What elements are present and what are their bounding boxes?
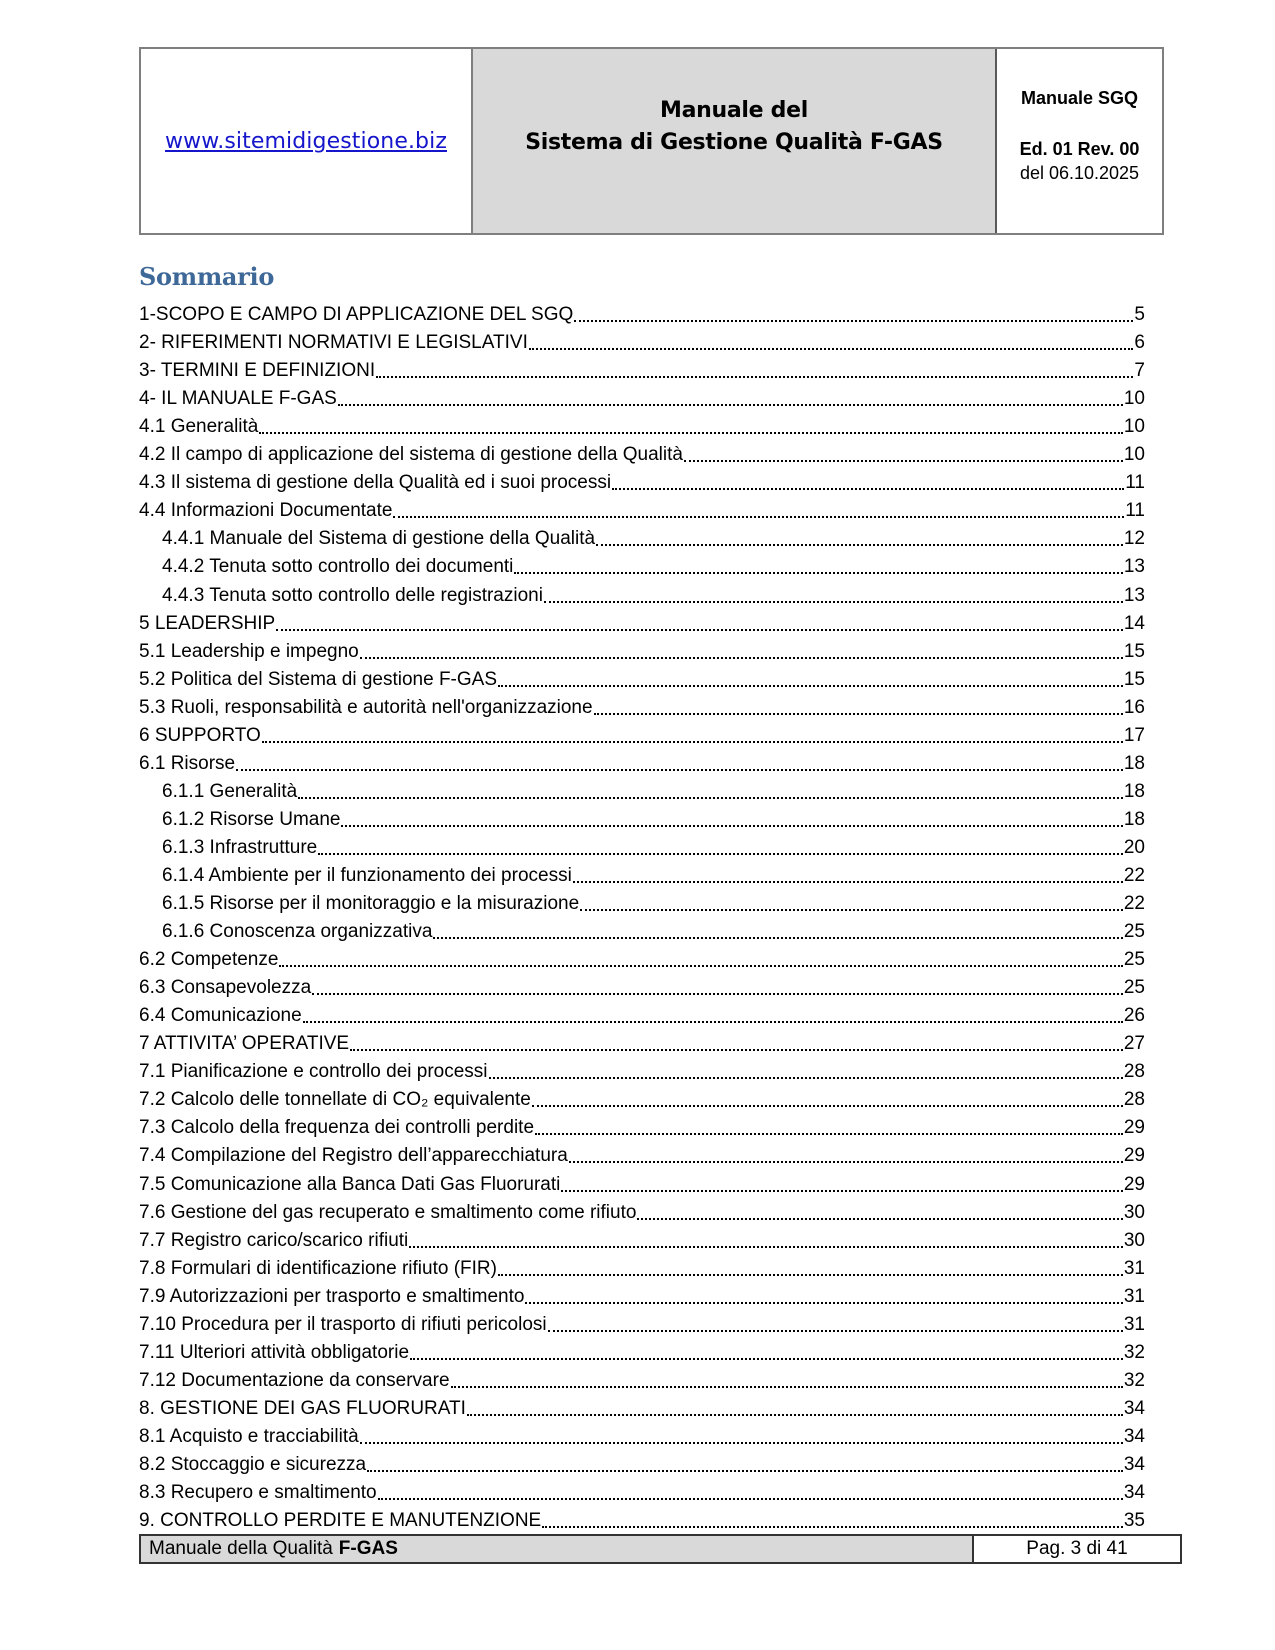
- toc-entry[interactable]: [139, 803, 1145, 831]
- footer-doc-name-bold: F-GAS: [338, 1538, 398, 1559]
- footer-doc-name: [141, 1536, 974, 1562]
- toc-dot-leader: [498, 669, 1123, 691]
- toc-entry[interactable]: [139, 635, 1145, 663]
- toc-entry-page: 32: [1123, 1369, 1145, 1391]
- toc-entry-label: 5.1 Leadership e impegno: [139, 640, 359, 662]
- toc-entry-label: 1-SCOPO E CAMPO DI APPLICAZIONE DEL SGQ: [139, 304, 574, 326]
- edition-revision: Ed. 01 Rev. 00: [1019, 138, 1140, 159]
- toc-entry[interactable]: [139, 663, 1145, 691]
- document-footer: [139, 1534, 1182, 1564]
- toc-entry-page: 15: [1123, 668, 1145, 690]
- website-link[interactable]: www.sitemidigestione.biz: [165, 128, 447, 154]
- toc-dot-leader: [360, 1426, 1123, 1448]
- toc-entry-label: 7.1 Pianificazione e controllo dei processi: [139, 1061, 488, 1083]
- toc-dot-leader: [276, 613, 1123, 635]
- toc-dot-leader: [338, 388, 1123, 410]
- toc-entry-label: 4- IL MANUALE F-GAS: [139, 388, 337, 410]
- toc-dot-leader: [298, 781, 1123, 803]
- toc-entry-label: 6.1.5 Risorse per il monitoraggio e la misurazione: [162, 893, 580, 915]
- toc-entry[interactable]: [139, 578, 1145, 606]
- document-title-line-1: Manuale del: [660, 98, 808, 123]
- toc-entry-page: 35: [1123, 1510, 1145, 1532]
- toc-entry[interactable]: [139, 1336, 1145, 1364]
- toc-dot-leader: [360, 641, 1123, 663]
- toc-entry-page: 32: [1123, 1341, 1145, 1363]
- toc-dot-leader: [514, 556, 1122, 578]
- toc-entry-page: 14: [1123, 612, 1145, 634]
- toc-dot-leader: [684, 444, 1123, 466]
- toc-entry[interactable]: [139, 1224, 1145, 1252]
- toc-entry-page: 6: [1134, 332, 1145, 354]
- toc-entry-label: 9. CONTROLLO PERDITE E MANUTENZIONE: [139, 1510, 542, 1532]
- toc-entry-label: 7.2 Calcolo delle tonnellate di CO₂ equivalente: [139, 1089, 531, 1111]
- toc-entry[interactable]: [139, 1504, 1145, 1532]
- toc-entry-page: 10: [1123, 444, 1145, 466]
- toc-entry[interactable]: [139, 747, 1145, 775]
- toc-entry-page: 7: [1134, 360, 1145, 382]
- toc-entry-page: 11: [1125, 472, 1145, 494]
- toc-entry-label: 7.11 Ulteriori attività obbligatorie: [139, 1341, 410, 1363]
- toc-entry-label: 4.2 Il campo di applicazione del sistema di gestione della Qualità: [139, 444, 683, 466]
- toc-entry-label: 4.1 Generalità: [139, 416, 259, 438]
- toc-entry-page: 18: [1123, 752, 1145, 774]
- header-link-cell: [141, 49, 473, 233]
- toc-entry-label: 7.8 Formulari di identificazione rifiuto (FIR): [139, 1257, 497, 1279]
- toc-entry[interactable]: [139, 1111, 1145, 1139]
- toc-dot-leader: [542, 1510, 1123, 1532]
- toc-dot-leader: [378, 1482, 1123, 1504]
- toc-entry-label: 8.1 Acquisto e tracciabilità: [139, 1425, 359, 1447]
- toc-entry[interactable]: [139, 859, 1145, 887]
- toc-entry-label: 4.4.2 Tenuta sotto controllo dei documenti: [162, 556, 514, 578]
- toc-entry-label: 4.4.1 Manuale del Sistema di gestione della Qualità: [162, 528, 596, 550]
- toc-entry-label: 8.3 Recupero e smaltimento: [139, 1482, 377, 1504]
- toc-entry-label: 5.2 Politica del Sistema di gestione F-GAS: [139, 668, 498, 690]
- toc-dot-leader: [318, 837, 1123, 859]
- toc-entry-page: 11: [1125, 500, 1145, 522]
- toc-dot-leader: [561, 1174, 1122, 1196]
- toc-entry[interactable]: [139, 1392, 1145, 1420]
- toc-dot-leader: [410, 1342, 1123, 1364]
- document-title-line-2: Sistema di Gestione Qualità F-GAS: [525, 130, 943, 155]
- table-of-contents: [139, 298, 1145, 1532]
- toc-dot-leader: [236, 753, 1123, 775]
- toc-entry-label: 3- TERMINI E DEFINIZIONI: [139, 360, 376, 382]
- toc-dot-leader: [529, 332, 1134, 354]
- toc-entry-page: 10: [1123, 388, 1145, 410]
- toc-entry-page: 31: [1123, 1313, 1145, 1335]
- toc-dot-leader: [279, 949, 1122, 971]
- toc-dot-leader: [569, 1145, 1123, 1167]
- toc-entry-page: 28: [1123, 1089, 1145, 1111]
- toc-entry-page: 29: [1123, 1117, 1145, 1139]
- toc-entry-label: 7.10 Procedura per il trasporto di rifiuti pericolosi: [139, 1313, 547, 1335]
- toc-entry-label: 5.3 Ruoli, responsabilità e autorità nell'organizzazione: [139, 696, 593, 718]
- toc-entry-page: 31: [1123, 1257, 1145, 1279]
- toc-dot-leader: [612, 472, 1124, 494]
- toc-entry-label: 7.7 Registro carico/scarico rifiuti: [139, 1229, 409, 1251]
- toc-entry[interactable]: [139, 1364, 1145, 1392]
- toc-dot-leader: [498, 1258, 1123, 1280]
- toc-dot-leader: [350, 1033, 1123, 1055]
- toc-entry-label: 4.4.3 Tenuta sotto controllo delle registrazioni: [162, 584, 543, 606]
- toc-entry-page: 22: [1123, 864, 1145, 886]
- toc-entry-page: 26: [1123, 1005, 1145, 1027]
- toc-entry-label: 7.12 Documentazione da conservare: [139, 1369, 450, 1391]
- toc-entry-page: 10: [1123, 416, 1145, 438]
- toc-entry[interactable]: [139, 1252, 1145, 1280]
- toc-entry-label: 6 SUPPORTO: [139, 724, 261, 746]
- toc-dot-leader: [467, 1398, 1123, 1420]
- toc-entry[interactable]: [139, 719, 1145, 747]
- toc-entry-page: 25: [1123, 921, 1145, 943]
- toc-entry[interactable]: [139, 607, 1145, 635]
- toc-entry-page: 16: [1123, 696, 1145, 718]
- toc-entry-label: 7.5 Comunicazione alla Banca Dati Gas Fluorurati: [139, 1173, 561, 1195]
- header-title-cell: [473, 49, 997, 233]
- toc-entry-page: 29: [1123, 1145, 1145, 1167]
- toc-entry-page: 34: [1123, 1425, 1145, 1447]
- toc-dot-leader: [312, 977, 1123, 999]
- toc-entry-page: 13: [1123, 584, 1145, 606]
- toc-dot-leader: [341, 809, 1122, 831]
- toc-entry[interactable]: [139, 971, 1145, 999]
- toc-entry-page: 22: [1123, 893, 1145, 915]
- toc-entry[interactable]: [139, 1196, 1145, 1224]
- toc-entry-label: 6.1.1 Generalità: [162, 780, 298, 802]
- toc-entry[interactable]: [139, 831, 1145, 859]
- toc-entry[interactable]: [139, 943, 1145, 971]
- toc-entry[interactable]: [139, 1476, 1145, 1504]
- toc-entry[interactable]: [139, 915, 1145, 943]
- toc-entry[interactable]: [139, 382, 1145, 410]
- toc-dot-leader: [393, 500, 1124, 522]
- toc-dot-leader: [433, 921, 1122, 943]
- toc-entry-label: 2- RIFERIMENTI NORMATIVI E LEGISLATIVI: [139, 332, 528, 354]
- toc-entry-page: 18: [1123, 808, 1145, 830]
- toc-entry[interactable]: [139, 354, 1145, 382]
- toc-entry[interactable]: [139, 494, 1145, 522]
- toc-entry[interactable]: [139, 1027, 1145, 1055]
- toc-entry-page: 29: [1123, 1173, 1145, 1195]
- toc-entry[interactable]: [139, 1083, 1145, 1111]
- toc-entry-label: 5 LEADERSHIP: [139, 612, 276, 634]
- toc-entry[interactable]: [139, 1280, 1145, 1308]
- toc-entry-page: 34: [1123, 1397, 1145, 1419]
- toc-entry-label: 6.3 Consapevolezza: [139, 977, 312, 999]
- toc-entry[interactable]: [139, 410, 1145, 438]
- toc-entry-label: 7.4 Compilazione del Registro dell’apparecchiatura: [139, 1145, 568, 1167]
- toc-entry-label: 7.3 Calcolo della frequenza dei controlli perdite: [139, 1117, 535, 1139]
- toc-entry-label: 8.2 Stoccaggio e sicurezza: [139, 1453, 367, 1475]
- toc-entry-page: 20: [1123, 836, 1145, 858]
- toc-entry[interactable]: [139, 550, 1145, 578]
- toc-dot-leader: [544, 585, 1123, 607]
- document-label: Manuale SGQ: [1020, 87, 1138, 108]
- toc-entry-label: 6.1.2 Risorse Umane: [162, 808, 341, 830]
- toc-entry-page: 18: [1123, 780, 1145, 802]
- toc-dot-leader: [596, 528, 1123, 550]
- toc-entry[interactable]: [139, 466, 1145, 494]
- toc-entry-page: 34: [1123, 1482, 1145, 1504]
- toc-entry[interactable]: [139, 1055, 1145, 1083]
- toc-dot-leader: [580, 893, 1123, 915]
- toc-entry[interactable]: [139, 1139, 1145, 1167]
- toc-entry-page: 12: [1123, 528, 1145, 550]
- toc-dot-leader: [535, 1117, 1123, 1139]
- toc-entry-label: 6.1.4 Ambiente per il funzionamento dei processi: [162, 864, 572, 886]
- toc-dot-leader: [259, 416, 1123, 438]
- header-revision-cell: [997, 49, 1162, 233]
- toc-entry-page: 5: [1134, 304, 1145, 326]
- toc-entry[interactable]: [139, 1308, 1145, 1336]
- toc-dot-leader: [573, 865, 1123, 887]
- toc-entry-label: 6.2 Competenze: [139, 949, 279, 971]
- toc-entry-label: 6.1.6 Conoscenza organizzativa: [162, 921, 433, 943]
- toc-dot-leader: [376, 360, 1133, 382]
- toc-dot-leader: [367, 1454, 1123, 1476]
- toc-heading: Sommario: [139, 262, 275, 291]
- toc-dot-leader: [637, 1202, 1122, 1224]
- toc-dot-leader: [409, 1230, 1123, 1252]
- toc-entry[interactable]: [139, 1420, 1145, 1448]
- toc-entry[interactable]: [139, 999, 1145, 1027]
- toc-dot-leader: [303, 1005, 1123, 1027]
- toc-entry-label: 7 ATTIVITA’ OPERATIVE: [139, 1033, 350, 1055]
- toc-dot-leader: [574, 304, 1133, 326]
- toc-entry-page: 31: [1123, 1285, 1145, 1307]
- toc-entry-label: 8. GESTIONE DEI GAS FLUORURATI: [139, 1397, 466, 1419]
- toc-entry-label: 7.6 Gestione del gas recuperato e smaltimento come rifiuto: [139, 1201, 637, 1223]
- toc-dot-leader: [262, 725, 1123, 747]
- footer-doc-name-text: Manuale della Qualità: [149, 1538, 333, 1559]
- toc-entry-page: 30: [1123, 1229, 1145, 1251]
- toc-entry-page: 15: [1123, 640, 1145, 662]
- toc-entry-page: 27: [1123, 1033, 1145, 1055]
- toc-entry-label: 6.1.3 Infrastrutture: [162, 836, 318, 858]
- toc-entry-page: 28: [1123, 1061, 1145, 1083]
- toc-dot-leader: [451, 1370, 1123, 1392]
- toc-entry[interactable]: [139, 775, 1145, 803]
- toc-dot-leader: [548, 1314, 1123, 1336]
- toc-entry-page: 25: [1123, 977, 1145, 999]
- toc-entry[interactable]: [139, 887, 1145, 915]
- toc-entry[interactable]: [139, 1448, 1145, 1476]
- toc-entry-label: 6.4 Comunicazione: [139, 1005, 302, 1027]
- toc-entry-label: 6.1 Risorse: [139, 752, 236, 774]
- toc-entry-label: 4.4 Informazioni Documentate: [139, 500, 393, 522]
- toc-dot-leader: [489, 1061, 1123, 1083]
- toc-dot-leader: [532, 1089, 1123, 1111]
- toc-entry-page: 34: [1123, 1453, 1145, 1475]
- toc-dot-leader: [594, 697, 1123, 719]
- toc-entry-page: 13: [1123, 556, 1145, 578]
- toc-entry-label: 7.9 Autorizzazioni per trasporto e smaltimento: [139, 1285, 525, 1307]
- toc-entry[interactable]: [139, 691, 1145, 719]
- revision-date: del 06.10.2025: [1019, 162, 1140, 183]
- document-header: [139, 47, 1164, 235]
- toc-entry[interactable]: [139, 1167, 1145, 1195]
- toc-entry[interactable]: [139, 522, 1145, 550]
- toc-entry-page: 30: [1123, 1201, 1145, 1223]
- toc-dot-leader: [525, 1286, 1122, 1308]
- toc-entry[interactable]: [139, 298, 1145, 326]
- toc-entry-page: 17: [1123, 724, 1145, 746]
- toc-entry[interactable]: [139, 326, 1145, 354]
- toc-entry-page: 25: [1123, 949, 1145, 971]
- toc-entry[interactable]: [139, 438, 1145, 466]
- footer-page-number: Pag. 3 di 41: [1026, 1538, 1128, 1559]
- toc-entry-label: 4.3 Il sistema di gestione della Qualità ed i suoi processi: [139, 472, 612, 494]
